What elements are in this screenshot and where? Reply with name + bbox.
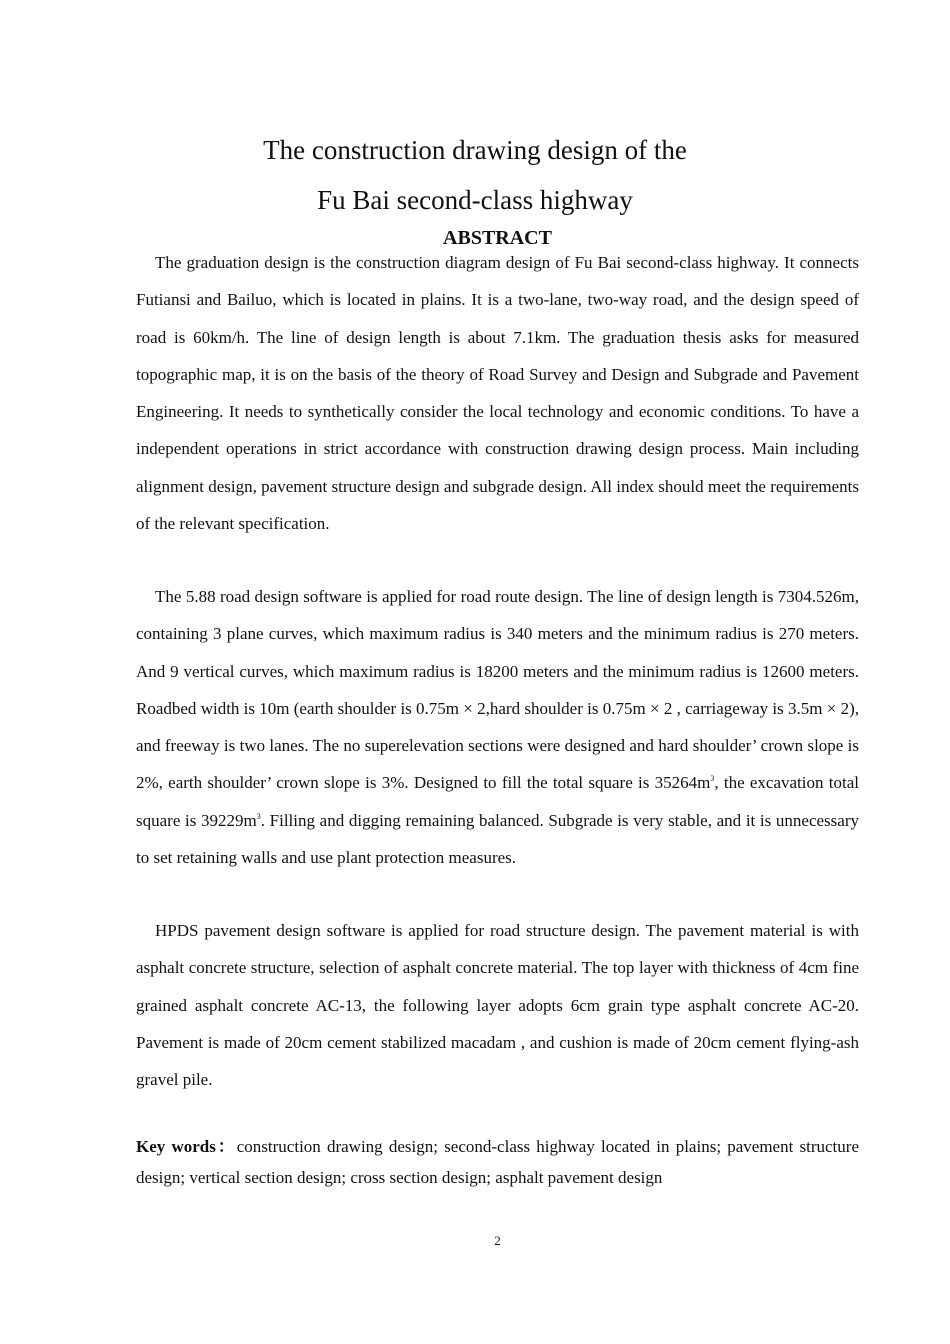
keywords-label: Key words： [136,1137,237,1156]
title-line-1: The construction drawing design of the [263,135,687,165]
title-line-2: Fu Bai second-class highway [317,185,633,215]
abstract-heading: ABSTRACT [443,227,552,249]
paragraph-2-text-a: The 5.88 road design software is applied for road route design. The line of design length is 7304.526m, containing 3 plane curves, which maximum radius is 340 meters and the minimum radius is 270 meters. And 9 vertical curves, which maximum radius is 18200 meters and the minimum radius is 12600 meters. Roadbed width is 10m (earth shoulder is 0.75m × 2,hard shoulder is 0.75m × 2 , carriageway is 3.5m × 2), and freeway is two lanes. The no superelevation sections were designed and hard shoulder’ crown slope is 2%, earth shoulder’ crown slope is 3%. Designed to fill the total square is 35264m [136,587,859,793]
paragraph-2-text-c: . Filling and digging remaining balanced. Subgrade is very stable, and it is unnecessary to set retaining walls and use plant protection measures. [136,810,859,868]
page-number: 2 [494,1233,501,1248]
keywords [136,1131,859,1193]
abstract-paragraph-1: The graduation design is the construction diagram design of Fu Bai second-class highway. It connects Futiansi and Bailuo, which is located in plains. It is a two-lane, two-way road, and the design speed of road is 60km/h. The line of design length is about 7.1km. The graduation thesis asks for measured topographic map, it is on the basis of the theory of Road Survey and Design and Subgrade and Pavement Engineering. It needs to synthetically consider the local technology and economic conditions. To have a independent operations in strict accordance with construction drawing design process. Main including alignment design, pavement structure design and subgrade design. All index should meet the requirements of the relevant specification. [136,253,859,534]
abstract-paragraph-2 [136,578,859,876]
superscript-cubed-2: 3 [256,811,261,821]
superscript-cubed-1: 3 [710,774,715,784]
abstract-paragraph-3: HPDS pavement design software is applied for road structure design. The pavement material is with asphalt concrete structure, selection of asphalt concrete material. The top layer with thickness of 4cm fine grained asphalt concrete AC-13, the following layer adopts 6cm grain type asphalt concrete AC-20. Pavement is made of 20cm cement stabilized macadam , and cushion is made of 20cm cement flying-ash gravel pile. [136,921,859,1090]
keywords-text: construction drawing design; second-class highway located in plains; pavement structure design; vertical section design; cross section design; asphalt pavement design [136,1137,859,1187]
paragraph-2-text-b: , the excavation total square is 39229m [136,773,859,830]
